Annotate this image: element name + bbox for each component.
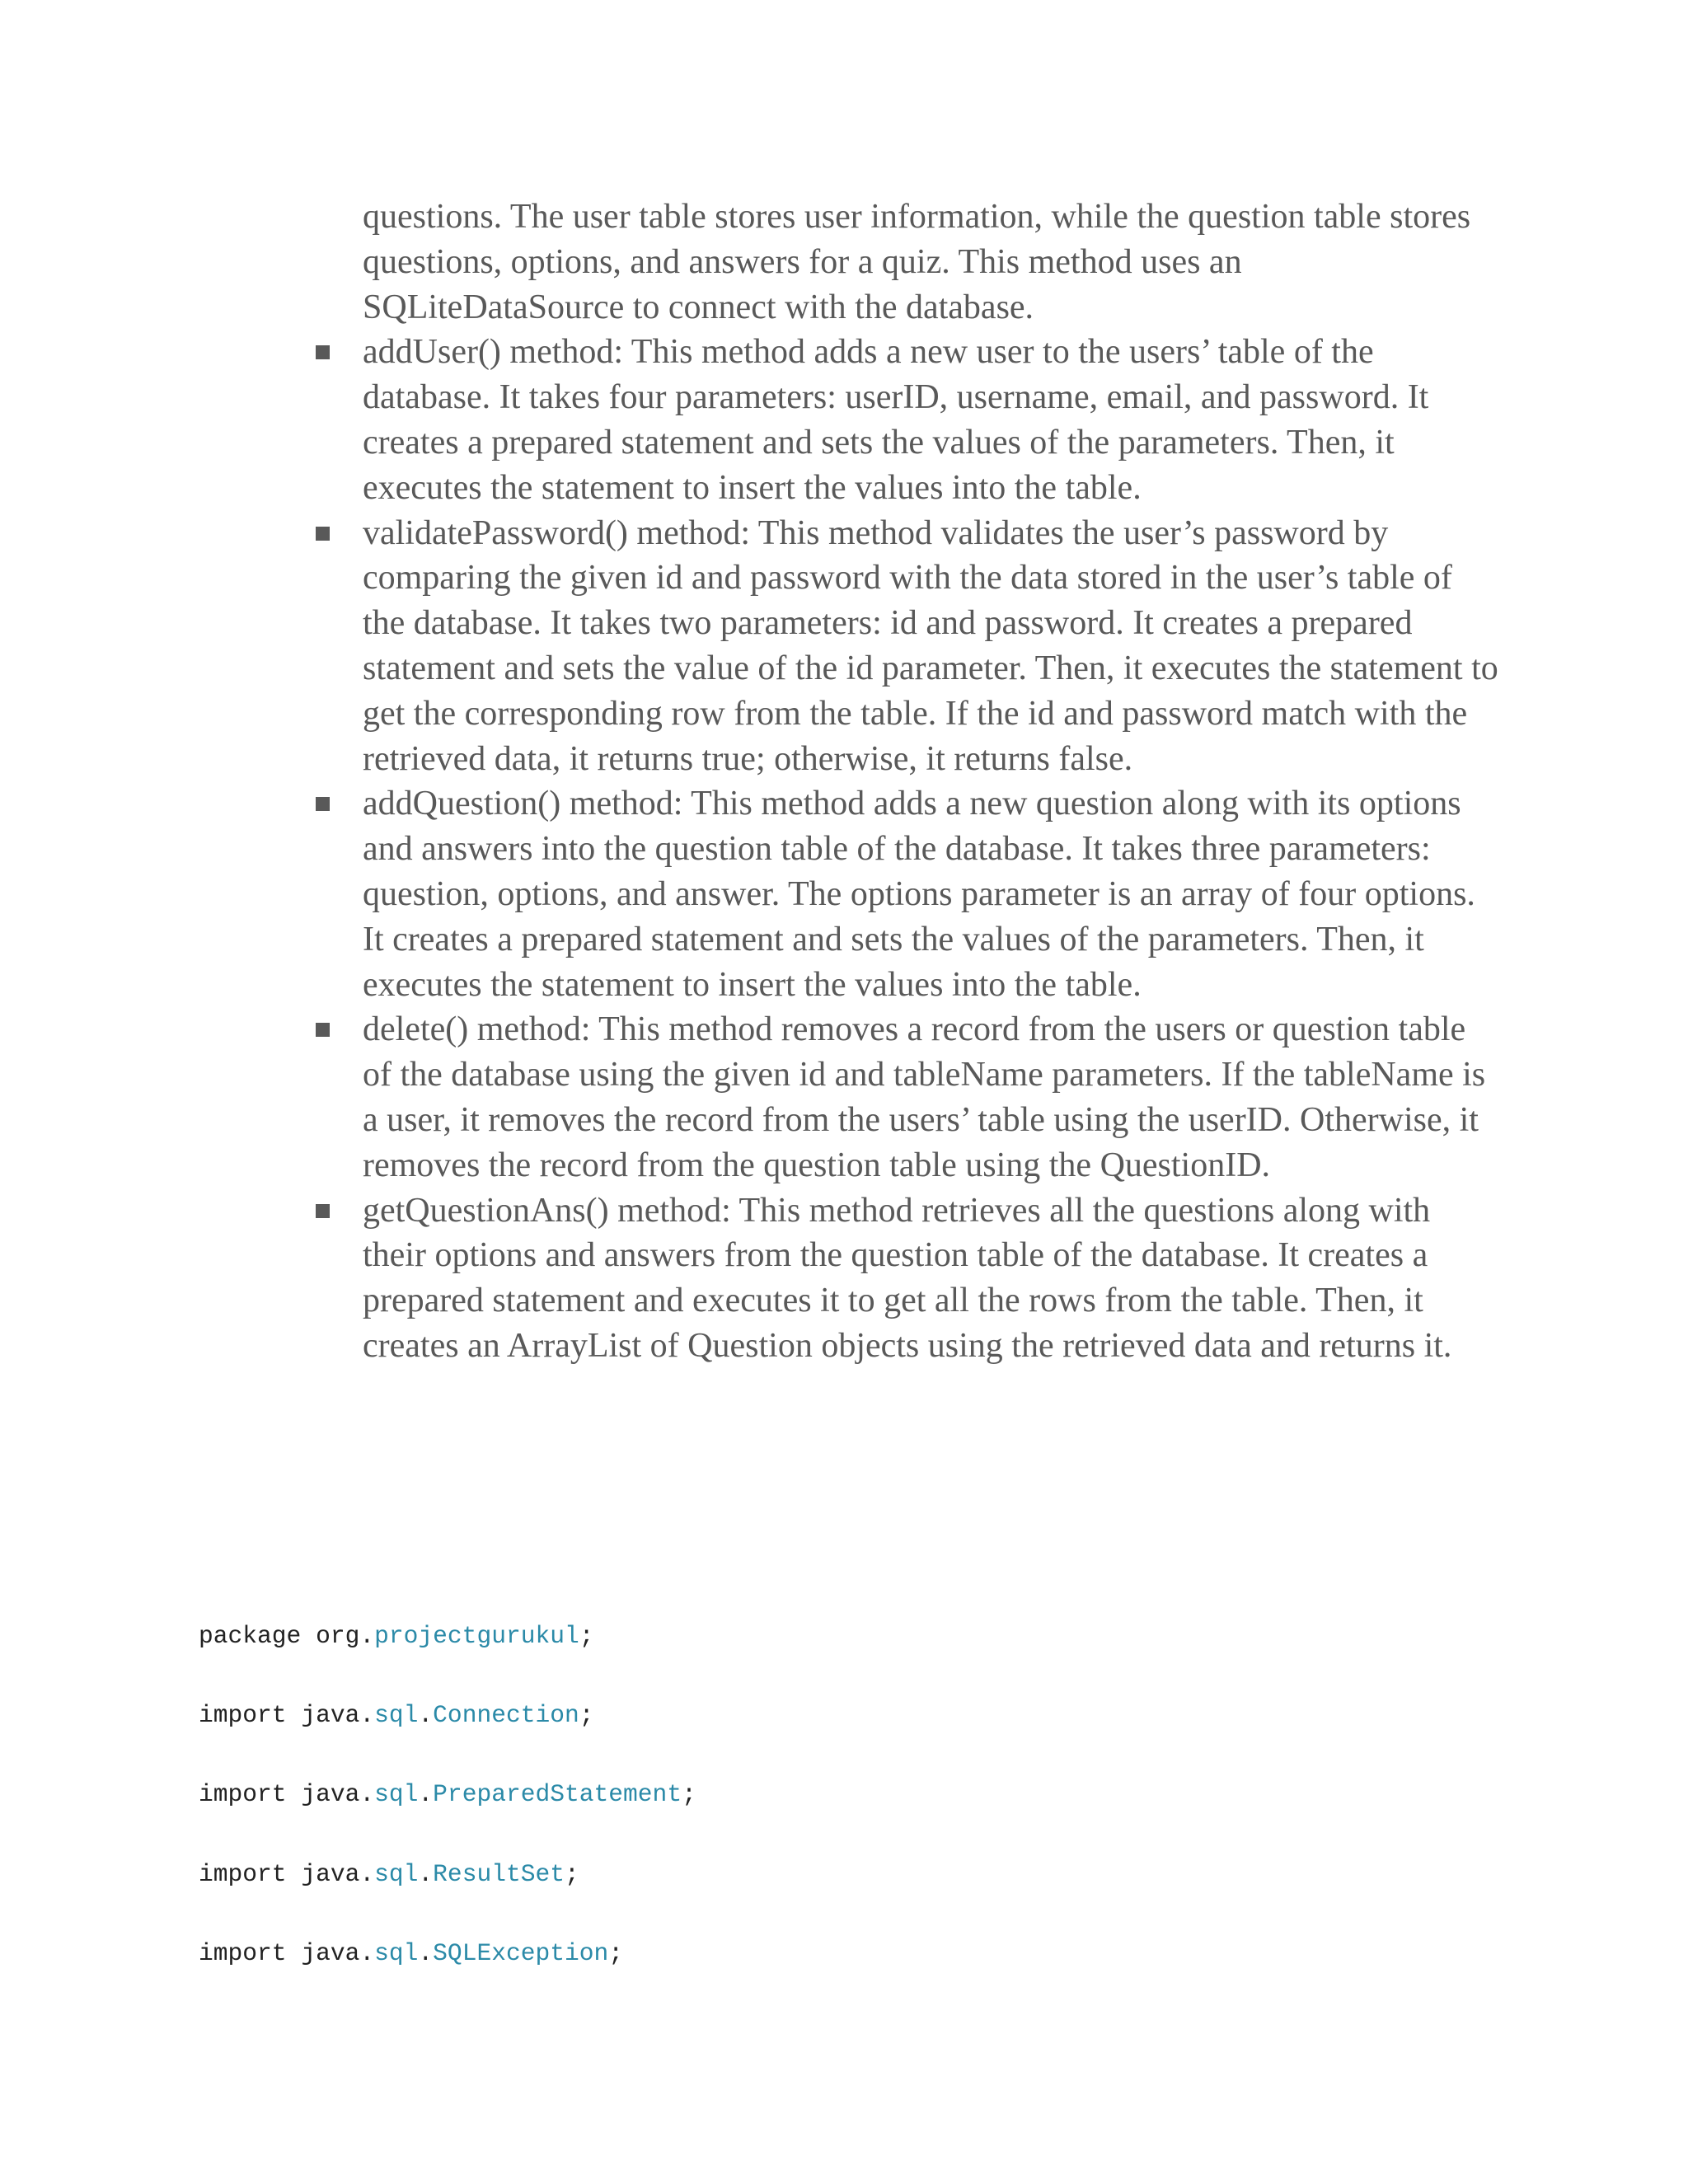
code-token-highlight: sql [374, 1938, 419, 1967]
list-item [363, 330, 1500, 510]
code-token: ; [579, 1701, 594, 1730]
list-item-text: addUser() method: This method adds a new user to the users’ table of the database. It takes four parameters: userID, username, email, and password. It creates a prepared statement and sets the values of the parameters. Then, it executes the statement to insert the values into the table. [363, 333, 1429, 507]
list-item-text: addQuestion() method: This method adds a new question along with its options and answers into the question table of the database. It takes three parameters: question, options, and answer. The options parameter is an array of four options. It creates a prepared statement and sets the values of the parameters. Then, it executes the statement to insert the values into the table. [363, 785, 1475, 1004]
code-token: ; [579, 1622, 594, 1650]
square-bullet-icon [316, 797, 330, 811]
code-token-highlight: SQLException [433, 1938, 609, 1967]
code-token: import java. [199, 1780, 375, 1809]
code-line-package [199, 1622, 696, 1701]
list-item-text: delete() method: This method removes a record from the users or question table of the database using the given id and tableName parameters. If the tableName is a user, it removes the record from the users’ table using the userID. Otherwise, it removes the record from the question table using the QuestionID. [363, 1010, 1486, 1184]
code-token: ; [682, 1780, 696, 1809]
code-line-import [199, 1780, 696, 1859]
code-token: . [418, 1780, 434, 1809]
code-token: . [418, 1859, 434, 1888]
code-token: package org. [199, 1622, 375, 1650]
code-token: import java. [199, 1859, 375, 1888]
document-body [363, 194, 1500, 1369]
square-bullet-icon [316, 1204, 330, 1218]
list-item [363, 1188, 1500, 1369]
code-line-import [199, 1701, 696, 1780]
square-bullet-icon [316, 345, 330, 359]
code-token-highlight: PreparedStatement [433, 1780, 682, 1809]
code-token: import java. [199, 1938, 375, 1967]
code-token-highlight: Connection [433, 1701, 579, 1730]
code-token: ; [608, 1938, 624, 1967]
intro-paragraph: questions. The user table stores user information, while the question table stores questions, options, and answers for a quiz. This method uses an SQLiteDataSource to connect with the database. [363, 198, 1471, 326]
code-token-highlight: sql [374, 1859, 419, 1888]
code-token: . [418, 1701, 434, 1730]
list-item [363, 511, 1500, 782]
code-token: ; [565, 1859, 579, 1888]
square-bullet-icon [316, 1023, 330, 1037]
list-item-text: validatePassword() method: This method validates the user’s password by comparing the given id and password with the data stored in the user’s table of the database. It takes two parameters: id and password. It creates a prepared statement and sets the value of the id parameter. Then, it executes the statement to get the corresponding row from the table. If the id and password match with the retrieved data, it returns true; otherwise, it returns false. [363, 513, 1498, 778]
code-token-highlight: sql [374, 1780, 419, 1809]
square-bullet-icon [316, 527, 330, 541]
code-token-highlight: projectgurukul [374, 1622, 579, 1650]
list-item-text: getQuestionAns() method: This method retrieves all the questions along with their options and answers from the question table of the database. It creates a prepared statement and executes it to get all the rows from the table. Then, it creates an ArrayList of Question objects using the retrieved data and returns it. [363, 1191, 1452, 1365]
code-block [199, 1622, 696, 2018]
code-token: . [418, 1938, 434, 1967]
method-list [363, 330, 1500, 1368]
list-item [363, 781, 1500, 1007]
code-token-highlight: ResultSet [433, 1859, 565, 1888]
code-line-import [199, 1860, 696, 1939]
code-token-highlight: sql [374, 1701, 419, 1730]
list-item [363, 1007, 1500, 1188]
code-line-import [199, 1939, 696, 2018]
code-token: import java. [199, 1701, 375, 1730]
